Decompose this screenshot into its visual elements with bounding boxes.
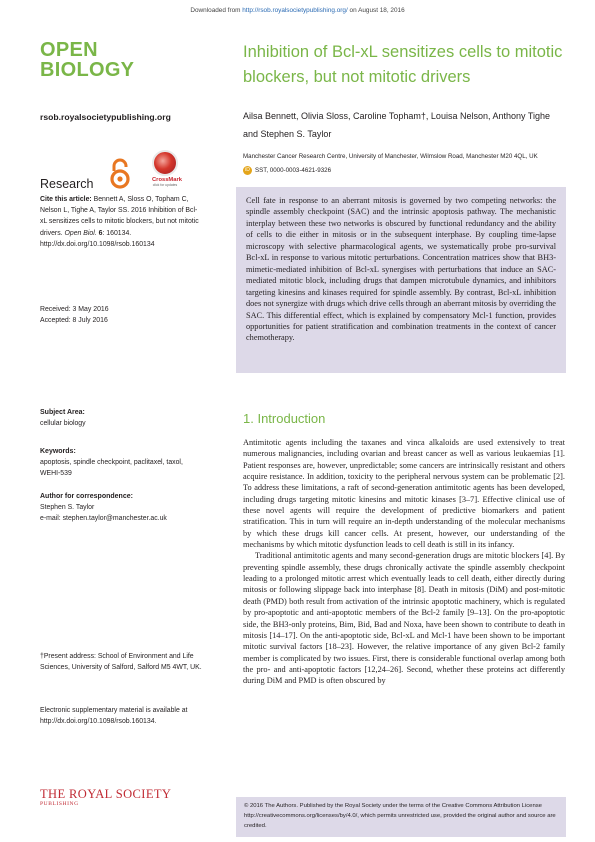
- license-text: © 2016 The Authors. Published by the Royal Society under the terms of the Creative Commons Attribution License http://creativecommons.org/licenses/by/4.0/, which permits unrestricted use, provided the original author and source are credited.: [244, 803, 556, 829]
- subject-heading: Subject Area:: [40, 409, 85, 416]
- subject-block: [40, 407, 200, 429]
- subject-value: cellular biology: [40, 420, 86, 428]
- correspondence-heading: Author for correspondence:: [40, 493, 133, 500]
- orcid-text[interactable]: SST, 0000-0003-4621-9326: [255, 167, 332, 175]
- download-line: [0, 7, 595, 14]
- crossmark-sublabel: click for updates: [152, 183, 178, 187]
- body-paragraph-1: Antimitotic agents including the taxanes and vinca alkaloids are used extensively to treat numerous malignancies, including ovarian and breast cancer as well as various leukaemias [1]. Patient responses are, however, unpredictable; some cancers are intrinsically resistant and others acquire resistance. In addition, toxicity to the peripheral nervous system can be problematic [2]. To address these limitations, a raft of second-generation antimitotic agents has been developed, including drugs targeting mitotic kinesins and mitotic kinases [3–7]. Effective clinical use of these novel agents will require the development of predictive biomarkers and patient stratification. This in turn will require an in-depth understanding of the molecular mechanisms by which these drugs kill cancer cells. At present, however, our understanding of the mechanisms by which mitotic dysfunction leads to cell death is still in its infancy.: [243, 438, 565, 550]
- download-url-link[interactable]: http://rsob.royalsocietypublishing.org/: [242, 7, 348, 14]
- download-suffix: on August 18, 2016: [347, 7, 405, 14]
- dates-block: [40, 304, 200, 326]
- correspondence-block: [40, 491, 200, 525]
- publisher-sub: PUBLISHING: [40, 801, 79, 807]
- cite-doi-link[interactable]: http://dx.doi.org/10.1098/rsob.160134: [40, 240, 155, 248]
- crossmark-badge[interactable]: [152, 150, 182, 194]
- logo-line-1: OPEN: [40, 39, 98, 61]
- logo-line-2: BIOLOGY: [40, 59, 135, 81]
- accepted-date: Accepted: 8 July 2016: [40, 317, 108, 325]
- abstract-text: Cell fate in response to an aberrant mitosis is governed by two competing networks: the spindle assembly checkpoint (SAC) and the intrinsic apoptosis pathway. The mechanistic interplay between these two networks is obscured by functional redundancy and the ability of cells to die either in mitosis or in the subsequent interphase. By coupling time-lapse microscopy with selective pharmacological agents, we systematically probe pro-survival Bcl-xL in response to various mitotic perturbations. Concentration matrices show that BH3-mimetic-mediated inhibition of Bcl-xL synergises with perturbations that induce an SAC-mediated mitotic block, including drugs that dampen microtubule dynamics, and inhibitors targeting kinesins and kinases required for spindle assembly. By contrast, Bcl-xL inhibition does not synergize with drugs which drive cells through an aberrant mitosis by overriding the SAC. This differential effect, which is explained by compensatory Mcl-1 function, provides opportunities for patient stratification and combination treatments in the context of cancer chemotherapy.: [246, 196, 556, 343]
- crossmark-label: CrossMark: [152, 177, 182, 183]
- open-access-icon: [109, 158, 131, 190]
- cite-text: Bennett A, Sloss O, Topham C, Nelson L, Tighe A, Taylor SS. 2016 Inhibition of Bcl-xL sensitizes cells to mitotic blockers, but not mitotic drivers.: [40, 196, 199, 237]
- correspondence-name: Stephen S. Taylor: [40, 504, 95, 512]
- publisher-logo: [40, 788, 171, 807]
- author-list: Ailsa Bennett, Olivia Sloss, Caroline Topham†, Louisa Nelson, Anthony Tighe and Stephen S. Taylor: [243, 111, 551, 139]
- correspondence-email[interactable]: e-mail: stephen.taylor@manchester.ac.uk: [40, 515, 167, 523]
- publisher-name: THE ROYAL SOCIETY: [40, 787, 172, 801]
- article-type: Research: [40, 177, 94, 191]
- cite-journal: Open Biol.: [64, 229, 97, 237]
- cite-tail: : 160134.: [102, 229, 132, 237]
- license-box: [236, 797, 566, 837]
- affiliation: Manchester Cancer Research Centre, University of Manchester, Wilmslow Road, Manchester M20 4QL, UK: [243, 153, 538, 160]
- download-prefix: Downloaded from: [190, 7, 243, 14]
- keywords-block: [40, 446, 195, 480]
- article-title: Inhibition of Bcl-xL sensitizes cells to mitotic blockers, but not mitotic drivers: [243, 43, 563, 86]
- keywords-value: apoptosis, spindle checkpoint, paclitaxel, taxol, WEHI-539: [40, 459, 183, 478]
- received-date: Received: 3 May 2016: [40, 306, 109, 313]
- keywords-heading: Keywords:: [40, 448, 76, 455]
- citation-block: [40, 194, 200, 250]
- cite-label: Cite this article:: [40, 196, 92, 203]
- section-heading: 1. Introduction: [243, 411, 326, 426]
- journal-logo[interactable]: [40, 40, 134, 80]
- body-text: [243, 437, 565, 687]
- present-address-note: †Present address: School of Environment and Life Sciences, University of Salford, Salford M5 4WT, UK.: [40, 653, 202, 672]
- esm-note: Electronic supplementary material is available at http://dx.doi.org/10.1098/rsob.160134.: [40, 707, 188, 726]
- orcid-icon: iD: [243, 166, 252, 175]
- crossmark-icon: [152, 150, 178, 176]
- orcid-line: [243, 166, 331, 175]
- journal-site-link[interactable]: rsob.royalsocietypublishing.org: [40, 112, 171, 122]
- abstract-box: [236, 187, 566, 373]
- cite-volume: 6: [96, 229, 103, 237]
- body-paragraph-2: Traditional antimitotic agents and many second-generation drugs are mitotic blockers [4]. By preventing spindle assembly, these drugs chronically activate the spindle assembly checkpoint leading to a prolonged mitotic arrest which eventually leads to cell death, either directly during mitosis or following slippage back into interphase [8]. Death in mitosis (DiM) and post-mitotic death (PMD) both result from activation of the intrinsic apoptotic machinery, which is regulated by pro-apoptotic and anti-apoptotic members of the Bcl-2 family [9–13]. On the pro-apoptotic side, the BH3-only proteins, Bim, Bid, Bad and Noxa, have been shown to contribute to death in mitosis [14–17]. On the anti-apoptotic side, Bcl-xL and Mcl-1 have been shown to be important mitotic survival factors [18–23]. However, the relative importance of any given Bcl-2 family member is complicated by two issues. First, there is considerable functional overlap among both the pro- and anti-apoptotic factors [12,24–26]. Second, whether these proteins act differently during DiM and PMD is often obscured by: [243, 551, 565, 686]
